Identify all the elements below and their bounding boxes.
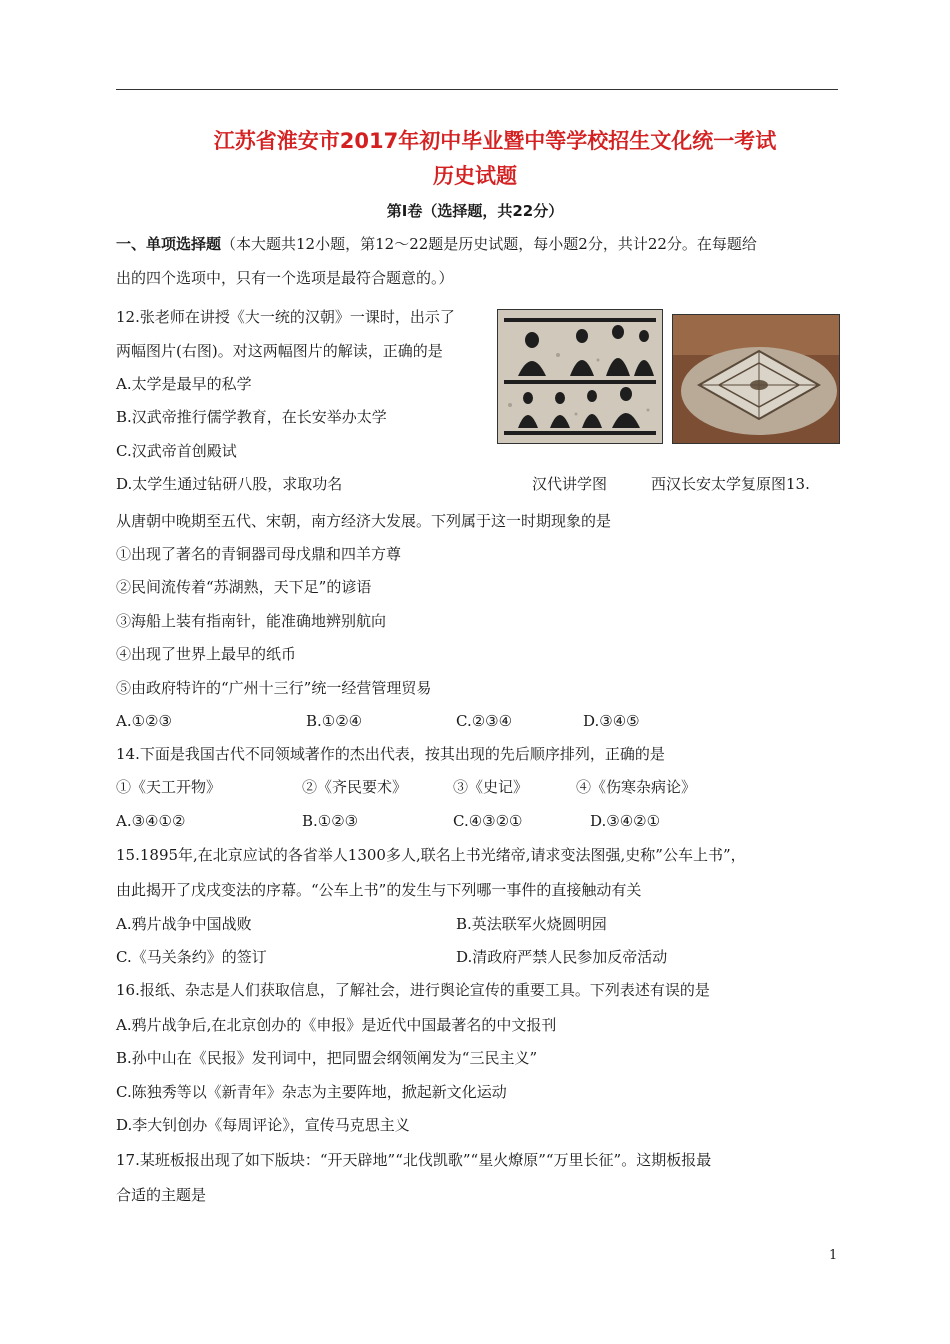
q15-option-c: C.《马关条约》的签订 [116, 948, 267, 966]
q14-item-1: ①《天工开物》 [116, 778, 222, 796]
q15-stem-line2: 由此揭开了戊戌变法的序幕。“公车上书”的发生与下列哪一事件的直接触动有关 [116, 881, 642, 899]
q13-stem: 从唐朝中晚期至五代、宋朝，南方经济大发展。下列属于这一时期现象的是 [116, 512, 612, 530]
q13-item-5: ⑤由政府特许的“广州十三行”统一经营管理贸易 [116, 679, 432, 697]
header-rule [116, 89, 838, 90]
q15-stem-line1: 15.1895年,在北京应试的各省举人1300多人,联名上书光绪帝,请求变法图强,史称”公车上书”， [116, 846, 746, 864]
caption-taixue: 西汉长安太学复原图13. [651, 475, 810, 493]
q15-option-b: B.英法联军火烧圆明园 [456, 915, 607, 933]
part1-heading: 一、单项选择题 [116, 235, 222, 253]
part1-instructions: （本大题共12小题，第12～22题是历史试题，每小题2分，共计22分。在每题给 [221, 235, 757, 253]
exam-subtitle: 历史试题 [433, 164, 517, 188]
q14-stem: 14.下面是我国古代不同领域著作的杰出代表，按其出现的先后顺序排列，正确的是 [116, 745, 665, 763]
q12-option-c: C.汉武帝首创殿试 [116, 442, 237, 460]
q14-item-4: ④《伤寒杂病论》 [576, 778, 697, 796]
q16-option-d: D.李大钊创办《每周评论》，宣传马克思主义 [116, 1116, 410, 1134]
taixue-reconstruction-image [672, 314, 840, 444]
q12-option-b: B.汉武帝推行儒学教育，在长安举办太学 [116, 408, 387, 426]
q13-item-4: ④出现了世界上最早的纸币 [116, 645, 297, 663]
q15-option-a: A.鸦片战争中国战败 [116, 915, 252, 933]
q16-option-a: A.鸦片战争后,在北京创办的《申报》是近代中国最著名的中文报刊 [116, 1016, 557, 1034]
q17-stem-line1: 17.某班板报出现了如下版块：“开天辟地”“北伐凯歌”“星火燎原”“万里长征”。这期板报最 [116, 1151, 712, 1169]
q12-stem-line2: 两幅图片(右图)。对这两幅图片的解读，正确的是 [116, 342, 443, 360]
q12-option-a: A.太学是最早的私学 [116, 375, 252, 393]
part1-instructions-line1 [116, 234, 757, 254]
q14-item-2: ②《齐民要术》 [302, 778, 408, 796]
caption-han-lecture: 汉代讲学图 [532, 475, 608, 493]
q16-stem: 16.报纸、杂志是人们获取信息，了解社会，进行舆论宣传的重要工具。下列表述有误的是 [116, 981, 710, 999]
q13-item-3: ③海船上装有指南针，能准确地辨别航向 [116, 612, 387, 630]
q13-option-d: D.③④⑤ [583, 712, 640, 730]
page-number: 1 [829, 1248, 838, 1263]
q16-option-c: C.陈独秀等以《新青年》杂志为主要阵地，掀起新文化运动 [116, 1083, 507, 1101]
exam-title: 江苏省淮安市2017年初中毕业暨中等学校招生文化统一考试 [213, 129, 777, 153]
section-heading: 第Ⅰ卷（选择题，共22分） [386, 202, 564, 220]
q14-option-d: D.③④②① [590, 812, 661, 830]
q12-option-d: D.太学生通过钻研八股，求取功名 [116, 475, 343, 493]
q13-option-b: B.①②④ [306, 712, 363, 730]
part1-instructions-line2: 出的四个选项中，只有一个选项是最符合题意的。） [116, 269, 454, 287]
q15-option-d: D.清政府严禁人民参加反帝活动 [456, 948, 668, 966]
q14-item-3: ③《史记》 [453, 778, 529, 796]
q13-item-2: ②民间流传着“苏湖熟，天下足”的谚语 [116, 578, 372, 596]
q13-option-c: C.②③④ [456, 712, 513, 730]
q12-stem-line1: 12.张老师在讲授《大一统的汉朝》一课时，出示了 [116, 308, 455, 326]
q14-option-b: B.①②③ [302, 812, 359, 830]
q13-option-a: A.①②③ [116, 712, 172, 730]
q14-option-c: C.④③②① [453, 812, 523, 830]
q13-item-1: ①出现了著名的青铜器司母戊鼎和四羊方尊 [116, 545, 402, 563]
q14-option-a: A.③④①② [116, 812, 186, 830]
q17-stem-line2: 合适的主题是 [116, 1186, 207, 1204]
q16-option-b: B.孙中山在《民报》发刊词中，把同盟会纲领阐发为“三民主义” [116, 1049, 538, 1067]
han-lecture-image [497, 309, 663, 444]
